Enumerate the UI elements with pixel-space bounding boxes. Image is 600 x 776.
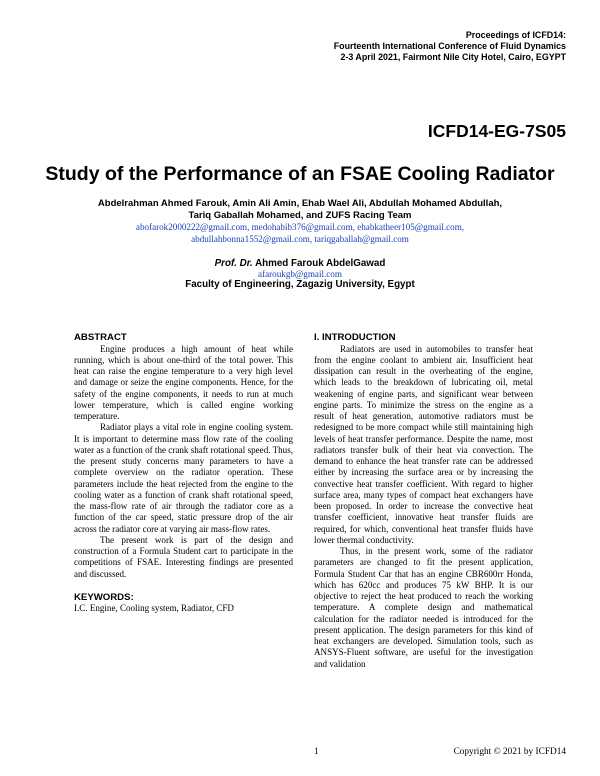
paper-id: ICFD14-EG-7S05 — [427, 121, 566, 141]
author-emails — [40, 222, 560, 245]
proceedings-header — [334, 30, 566, 62]
paper-title: Study of the Performance of an FSAE Cooling Radiator — [45, 163, 555, 185]
keywords-text: I.C. Engine, Cooling system, Radiator, CFD — [74, 603, 234, 614]
conference-name: Fourteenth International Conference of Fluid Dynamics — [333, 40, 566, 51]
copyright-notice: Copyright © 2021 by ICFD14 — [453, 747, 566, 757]
supervisor-email[interactable]: afaroukgb@gmail.com — [258, 269, 342, 279]
abstract-paragraph-2: Radiator plays a vital role in engine cooling system. It is important to determine mass flow rate of the cooling water as a function of the crank shaft rotational speed. Thus, the present study concerns many parameters to have a complete overview on the radiator operation. These parameters include the heat rejected from the engine to the cooling water as a function of crank shaft rotational speed, the mass-flow rate of air through the radiator core as a function of the car speed, static pressure drop of the air across the radiator core at varying air mass-flow rates. — [74, 422, 293, 534]
right-column — [314, 332, 533, 670]
emails-line-1[interactable]: abofarok2000222@gmail.com, medohabib376@gmail.com, ehabkatheer105@gmail.com, — [135, 222, 465, 232]
affiliation: Faculty of Engineering, Zagazig University, Egypt — [185, 279, 415, 290]
introduction-paragraph-2: Thus, in the present work, some of the radiator parameters are changed to fit the present application, Formula Student Car that has an engine CBR600rr Honda, which has 620cc and produces 75 kW BHP. It is our objective to reject the heat produced to reach the working temperature. A complete design and mathematical calculation for the radiator needed is introduced for the present application. The design parameters for this kind of heat exchangers are developed. Simulation tools, such as ANSYS-Fluent software, are useful for the investigation and validation — [314, 546, 533, 669]
proceedings-label: Proceedings of ICFD14: — [465, 30, 566, 40]
introduction-heading: I. INTRODUCTION — [314, 332, 396, 343]
conference-venue: 2-3 April 2021, Fairmont Nile City Hotel, Cairo, EGYPT — [340, 51, 566, 62]
supervisor-name: Ahmed Farouk AbdelGawad — [255, 258, 386, 269]
supervisor — [0, 258, 600, 269]
emails-line-2[interactable]: abdullahbonna1552@gmail.com, tariqgaballah@gmail.com — [191, 233, 409, 244]
page-number: 1 — [314, 747, 319, 757]
abstract-paragraph-1: Engine produces a high amount of heat while running, which is about one-third of the total power. This heat can raise the engine temperature to a very high level and damage or seize the engine components. Hence, for the safety of the engine components, it needs to run at much lower temperature, which is called engine working temperature. — [74, 343, 293, 421]
authors-line-2: Tariq Gaballah Mohamed, and ZUFS Racing Team — [188, 210, 412, 221]
supervisor-prefix: Prof. Dr. — [214, 258, 253, 269]
abstract-paragraph-3: The present work is part of the design and construction of a Formula Student cart to participate in the competitions of FSAE. Interesting findings are presented and discussed. — [74, 534, 293, 579]
left-column — [74, 332, 293, 615]
keywords-heading: KEYWORDS: — [74, 591, 134, 603]
abstract-heading: ABSTRACT — [74, 332, 127, 343]
authors-line-1: Abdelrahman Ahmed Farouk, Amin Ali Amin, Ehab Wael Ali, Abdullah Mohamed Abdullah, — [97, 198, 503, 209]
author-list — [40, 198, 560, 222]
introduction-paragraph-1: Radiators are used in automobiles to transfer heat from the engine coolant to ambient air. Insufficient heat dissipation can result in the overheating of the engine, which leads to the breakdown of lubricating oil, metal weakening of engine parts, and significant wear between engine parts. To minimize the stress on the engine as a result of heat generation, automotive radiators must be redesigned to be more compact while still maintaining high levels of heat transfer performance. Despite the name, most radiators transfer bulk of their heat via convection. The demand to enhance the heat transfer rate can be addressed either by increasing the surface area or by increasing the convective heat transfer coefficient. With regard to higher surface area, many types of compact heat exchangers have been proposed. In order to increase the convective heat transfer coefficient, innovative heat transfer fluids are required, for which, conventional heat transfer fluids have lower thermal conductivity. — [314, 343, 533, 545]
